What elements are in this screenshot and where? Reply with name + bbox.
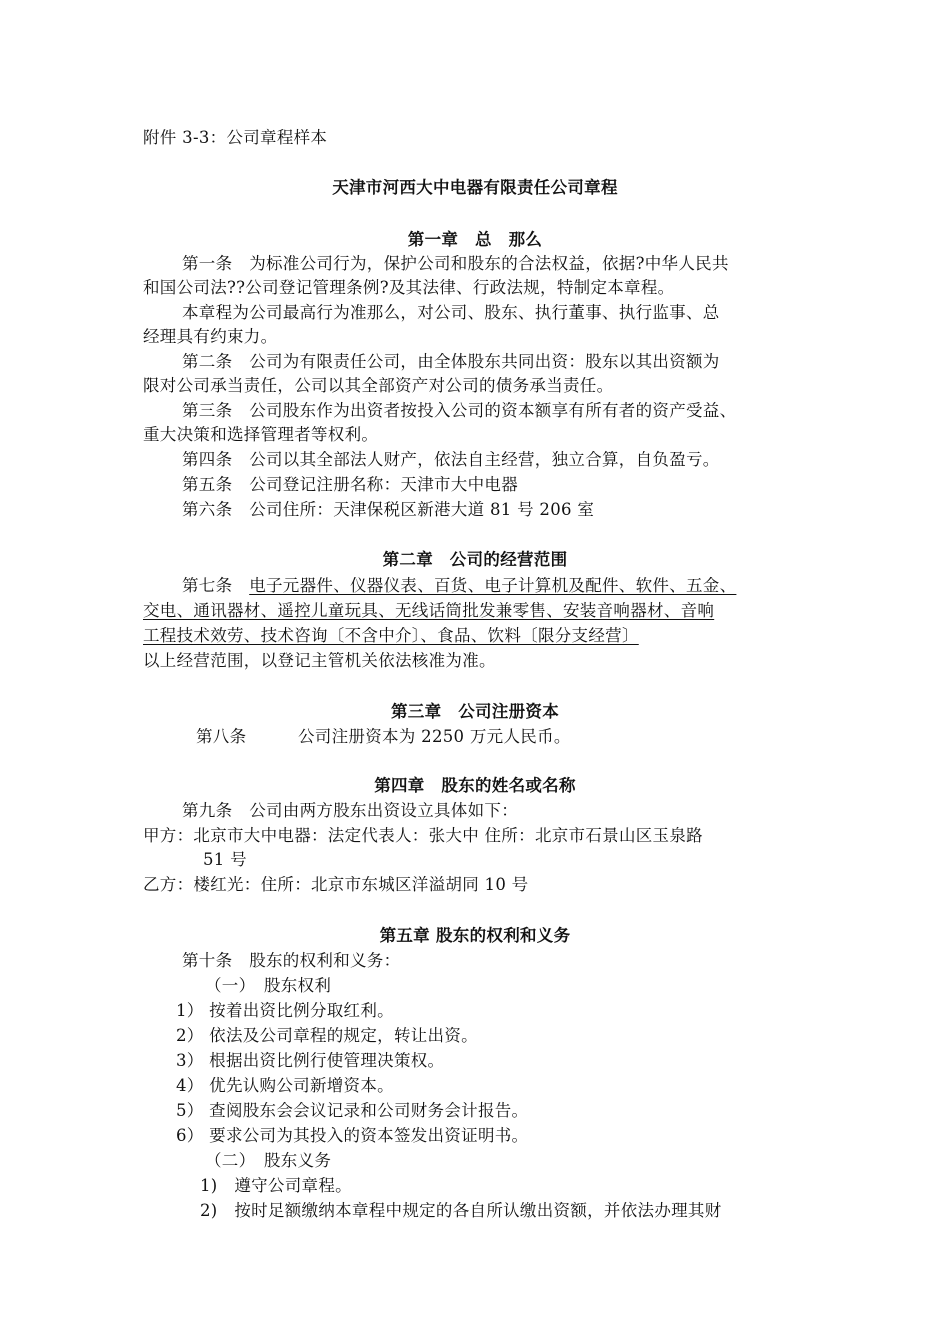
- article-7-line-3: 工程技术效劳、技术咨询〔不含中介〕、食品、饮料〔限分支经营〕: [143, 626, 639, 645]
- attachment-label: 附件 3-3：公司章程样本: [143, 128, 328, 147]
- list-item: 4） 优先认购公司新增资本。: [176, 1076, 394, 1095]
- list-item: 5） 查阅股东会会议记录和公司财务会计报告。: [176, 1101, 529, 1120]
- chapter-4-heading: 第四章 股东的姓名或名称: [374, 776, 576, 795]
- article-1-line-1: 第一条 为标准公司行为，保护公司和股东的合法权益，依据?中华人民共: [182, 254, 729, 273]
- chapter-5-heading: 第五章 股东的权利和义务: [379, 926, 571, 945]
- article-8-label: 第八条: [196, 727, 247, 746]
- article-1-line-2: 和国公司法??公司登记管理条例?及其法律、行政法规，特制定本章程。: [143, 278, 675, 297]
- list-item: 6） 要求公司为其投入的资本签发出资证明书。: [176, 1126, 529, 1145]
- scope-note: 以上经营范围，以登记主管机关依法核准为准。: [143, 651, 496, 670]
- chapter-2-heading: 第二章 公司的经营范围: [382, 550, 568, 569]
- article-3-line-1: 第三条 公司股东作为出资者按投入公司的资本额享有所有者的资产受益、: [182, 401, 737, 420]
- chapter-3-heading: 第三章 公司注册资本: [391, 702, 559, 721]
- article-2-line-2: 限对公司承当责任，公司以其全部资产对公司的债务承当责任。: [143, 376, 614, 395]
- article-7-scope-1: 电子元器件、仪器仪表、百货、电子计算机及配件、软件、五金、: [249, 576, 737, 595]
- party-a-line-2: 51 号: [203, 850, 247, 869]
- list-item: 2) 按时足额缴纳本章程中规定的各自所认缴出资额，并依法办理其财: [200, 1201, 722, 1220]
- list-item: 1） 按着出资比例分取红利。: [176, 1001, 394, 1020]
- article-10: 第十条 股东的权利和义务：: [182, 951, 401, 970]
- list-item: 1) 遵守公司章程。: [200, 1176, 352, 1195]
- article-9: 第九条 公司由两方股东出资设立具体如下：: [182, 801, 518, 820]
- party-a-line-1: 甲方：北京市大中电器：法定代表人：张大中 住所：北京市石景山区玉泉路: [143, 826, 703, 845]
- article-6: 第六条 公司住所：天津保税区新港大道 81 号 206 室: [182, 500, 595, 519]
- chapter-1-heading: 第一章 总 那么: [407, 230, 543, 249]
- list-item: 2） 依法及公司章程的规定，转让出资。: [176, 1026, 478, 1045]
- article-2-line-1: 第二条 公司为有限责任公司，由全体股东共同出资：股东以其出资额为: [182, 352, 720, 371]
- list-item: 3） 根据出资比例行使管理决策权。: [176, 1051, 445, 1070]
- paragraph-2-line-2: 经理具有约束力。: [143, 327, 278, 346]
- rights-heading: （一） 股东权利: [205, 976, 332, 995]
- paragraph-2-line-1: 本章程为公司最高行为准那么，对公司、股东、执行董事、执行监事、总: [182, 303, 720, 322]
- article-7-label: 第七条: [182, 576, 250, 595]
- article-5: 第五条 公司登记注册名称：天津市大中电器: [182, 475, 518, 494]
- article-7-line-2: 交电、通讯器材、遥控儿童玩具、无线话筒批发兼零售、安装音响器材、音响: [143, 601, 715, 620]
- duties-heading: （二） 股东义务: [205, 1151, 332, 1170]
- article-4: 第四条 公司以其全部法人财产，依法自主经营，独立合算，自负盈亏。: [182, 450, 720, 469]
- document-title: 天津市河西大中电器有限责任公司章程: [332, 178, 618, 197]
- article-7-line-1: [182, 576, 736, 596]
- article-8-text: 公司注册资本为 2250 万元人民币。: [298, 727, 571, 746]
- article-3-line-2: 重大决策和选择管理者等权利。: [143, 425, 379, 444]
- party-b: 乙方：楼红光：住所：北京市东城区洋溢胡同 10 号: [143, 875, 529, 894]
